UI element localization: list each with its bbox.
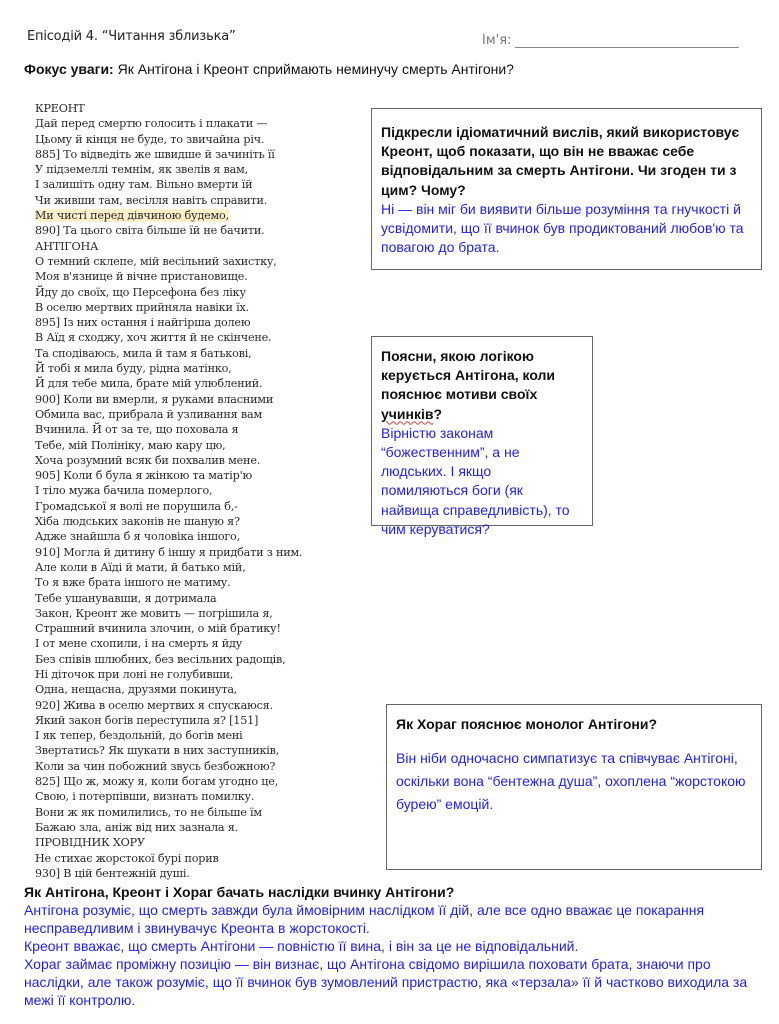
poem-line: АНТІГОНА xyxy=(35,239,99,253)
question-text xyxy=(381,347,582,424)
consequences-answer-chorus[interactable]: Хораг займає проміжну позицію — він визнає, що Антігона свідомо вирішила поховати брата, знаючи про наслідки, але також розуміє, що її вчинок був зумовлений пристрастю, яка «терзала» її й частково виходила за межі її контролю. xyxy=(24,956,748,1008)
answer-text[interactable]: Ні — він міг би виявити більше розуміння та гнучкості й усвідомити, що її вчинок був продиктований любов'ю та повагою до брата. xyxy=(381,200,744,256)
poem-line: Одна, нещасна, друзями покинута, xyxy=(35,683,238,697)
consequences-section xyxy=(24,883,764,1009)
poem-line: ПРОВІДНИК ХОРУ xyxy=(35,836,145,850)
question-text-part: Поясни, якою логікою керується Антігона, коли пояснює мотиви своїх xyxy=(381,348,556,403)
episode-title: Епісодій 4. “Читання зблизька” xyxy=(27,29,236,44)
answer-text[interactable]: Вірністю законам “божественним”, а не людських. І якщо помиляються боги (як найвища справедливість), то чим керуватися? xyxy=(381,424,570,537)
poem-line: В Аїд я сходжу, хоч життя й не скінчене. xyxy=(35,331,272,345)
poem-line: 930] В цій бентежній душі. xyxy=(35,866,190,880)
poem-line: Чи живши там, весілля навіть справити. xyxy=(35,193,268,207)
poem-line: О темний склепе, мій весільний захистку, xyxy=(35,254,277,268)
poem-line: 885] То відведіть же швидше й зачиніть її xyxy=(35,147,275,161)
poem-line: У підземеллі темнім, як звелів я вам, xyxy=(35,163,248,177)
poem-line xyxy=(35,208,302,223)
poem-line: 905] Коли б була я жінкою та матір'ю xyxy=(35,469,253,483)
poem-line: Який закон богів переступила я? [151] xyxy=(35,713,259,727)
name-input-line[interactable] xyxy=(515,35,739,48)
name-field[interactable] xyxy=(482,33,739,48)
poem-line: Дай перед смертю голосить і плакати — xyxy=(35,117,268,131)
poem-line: 890] Та цього світа більше їй не бачити. xyxy=(35,224,265,238)
question-box-chorus xyxy=(386,704,762,870)
poem-line: Ні діточок при лоні не голубивши, xyxy=(35,667,234,681)
poem-line: Хіба людських законів не шаную я? xyxy=(35,515,240,529)
poem-line: Й для тебе мила, брате мій улюблений. xyxy=(35,377,263,391)
poem-text xyxy=(35,101,302,881)
poem-line: Й тобі я мила буду, рідна матінко, xyxy=(35,362,232,376)
poem-line: В оселю мертвих прийняла навіки їх. xyxy=(35,300,249,314)
poem-line: Не стихає жорстокої бурі порив xyxy=(35,851,219,865)
poem-line: 895] Із них остання і найгірша долею xyxy=(35,316,251,330)
focus-label: Фокус уваги: xyxy=(24,61,114,77)
poem-line: Тебе ушанувавши, я дотримала xyxy=(35,591,217,605)
question-box-idiom xyxy=(371,108,762,270)
focus-question xyxy=(24,61,514,77)
poem-line: Закон, Креонт же мовить — погрішила я, xyxy=(35,606,273,620)
consequences-answer-creon[interactable]: Креонт вважає, що смерть Антігони — повністю її вина, і він за це не відповідальний. xyxy=(24,938,579,954)
poem-line: Хоча розумний всяк би похвалив мене. xyxy=(35,453,261,467)
poem-line: 900] Коли ви вмерли, я руками власними xyxy=(35,392,274,406)
poem-line: І от мене схопили, і на смерть я йду xyxy=(35,637,243,651)
poem-line: Вони ж як помилились, то не більше їм xyxy=(35,805,262,819)
poem-line: 920] Жива в оселю мертвих я спускаюся. xyxy=(35,698,273,712)
focus-text: Як Антігона і Креонт сприймають неминучу смерть Антігони? xyxy=(113,61,514,77)
poem-line: Обмила вас, прибрала й узливання вам xyxy=(35,407,262,421)
question-text: Підкресли ідіоматичний вислів, який використовує Креонт, щоб показати, що він не вважає себе відповідальним за смерть Антігони. Чи згоден ти з цим? Чому? xyxy=(381,124,740,198)
poem-line: Без співів шлюбних, без весільних радощів, xyxy=(35,652,286,666)
highlighted-phrase: Ми чисті перед дівчиною будемо, xyxy=(35,209,229,223)
poem-line: Але коли в Аїді й мати, й батько мій, xyxy=(35,560,246,574)
spellcheck-word: учинків xyxy=(381,405,434,422)
poem-line: Та сподіваюсь, мила й там я батькові, xyxy=(35,346,252,360)
question-text-part: ? xyxy=(433,405,443,422)
poem-line: Йду до своїх, що Персефона без ліку xyxy=(35,285,246,299)
poem-line: Цьому й кінця не буде, то звичайна річ. xyxy=(35,132,265,146)
poem-line: 910] Могла й дитину б іншу я придбати з ним. xyxy=(35,545,303,559)
poem-line: Бажаю зла, аніж від них зазнала я. xyxy=(35,820,238,834)
poem-line: Моя в'язнице й вічне пристановище. xyxy=(35,270,248,284)
poem-line: І як тепер, бездольній, до богів мені xyxy=(35,729,243,743)
question-box-logic xyxy=(371,336,593,537)
question-text: Як Хораг пояснює монолог Антігони? xyxy=(396,716,658,732)
poem-line: КРЕОНТ xyxy=(35,102,85,115)
poem-line: То я вже брата іншого не матиму. xyxy=(35,576,231,590)
poem-line: Громадської я волі не порушила б,- xyxy=(35,499,238,513)
poem-line: Коли за чин побожний звусь безбожною? xyxy=(35,759,276,773)
consequences-answer-antigone[interactable]: Антігона розуміє, що смерть завжди була ймовірним наслідком її дій, але все одно вважає це покарання несправедливим і звинувачує Креонта в жорстокості. xyxy=(24,902,705,936)
poem-line: 825] Що ж, можу я, коли богам угодно це, xyxy=(35,775,279,789)
poem-line: І залишіть одну там. Вільно вмерти їй xyxy=(35,178,253,192)
poem-line: Тебе, мій Полініку, маю кару цю, xyxy=(35,438,226,452)
poem-line: Звертатись? Як шукати в них заступників, xyxy=(35,744,280,758)
consequences-question: Як Антігона, Креонт і Хораг бачать наслідки вчинку Антігони? xyxy=(24,884,455,900)
answer-text[interactable]: Він ніби одночасно симпатизує та співчуває Антігоні, оскільки вона “бентежна душа”, охоплена “жорстокою бурею” емоцій. xyxy=(396,750,746,813)
poem-line: Свою, і потерпівши, визнать помилку. xyxy=(35,790,255,804)
poem-line: І тіло мужа бачила померлого, xyxy=(35,484,213,498)
poem-line: Вчинила. Й от за те, що поховала я xyxy=(35,423,239,437)
poem-line: Адже знайшла б я чоловіка іншого, xyxy=(35,530,240,544)
name-label: Ім'я: xyxy=(482,33,512,48)
poem-line: Страшний вчинила злочин, о мій братику! xyxy=(35,622,281,636)
